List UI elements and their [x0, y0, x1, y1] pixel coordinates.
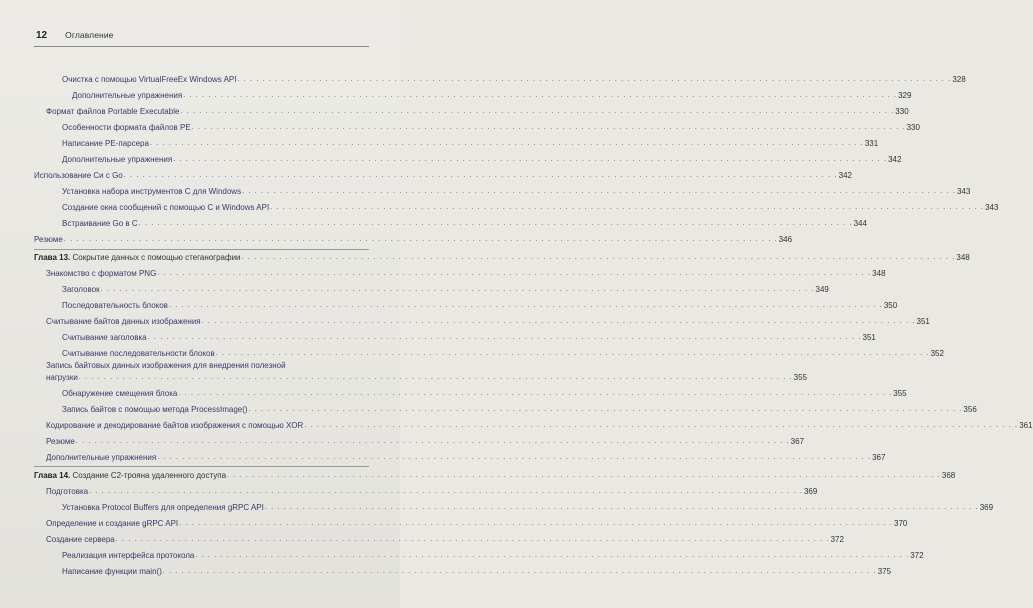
toc-entry — [0, 154, 902, 166]
toc-entry — [0, 218, 867, 230]
toc-entry-title: Дополнительные упражнения — [72, 91, 183, 100]
leader-dots — [139, 218, 853, 230]
toc-entry — [0, 300, 898, 312]
toc-entry-title: Резюме — [46, 437, 75, 446]
leader-dots — [116, 534, 830, 546]
toc-entry-title: Использование Cи с Go — [34, 171, 123, 180]
toc-entry-title: Считывание заголовка — [62, 333, 147, 342]
leader-dots — [163, 566, 877, 578]
toc-entry-page: 375 — [877, 567, 892, 576]
leader-dots — [150, 138, 864, 150]
toc-entry-page: 342 — [888, 155, 902, 164]
toc-entry — [0, 138, 879, 150]
toc-entry-title: Заголовок — [62, 285, 100, 294]
leader-dots — [101, 284, 815, 296]
toc-entry — [0, 404, 977, 416]
toc-entry-title: Обнаружение смещения блока — [62, 389, 178, 398]
toc-entry-title: Определение и создание gRPC API — [46, 519, 179, 528]
toc-entry — [0, 518, 908, 530]
toc-entry-page: 370 — [894, 519, 908, 528]
toc-entry-page: 356 — [963, 405, 977, 414]
toc-entry-page: 330 — [906, 123, 920, 132]
toc-entry-title: Дополнительные упражнения — [46, 453, 157, 462]
running-title: Оглавление — [65, 30, 114, 40]
toc-entry — [0, 284, 829, 296]
toc-entry-title: Запись байтов с помощью метода ProcessImage() — [62, 405, 248, 414]
toc-entry-title: Знакомство с форматом PNG — [46, 269, 157, 278]
toc-entry — [0, 502, 994, 514]
leader-dots — [195, 550, 909, 562]
toc-entry-title: Реализация интерфейса протокола — [62, 551, 195, 560]
toc-entry-page: 343 — [985, 203, 999, 212]
toc-entry — [0, 420, 1033, 432]
toc-entry-page: 348 — [872, 269, 886, 278]
toc-entry-title: Считывание последовательности блоков — [62, 349, 215, 358]
leader-dots — [148, 332, 862, 344]
toc-entry — [0, 388, 907, 400]
toc-entry-title: Установка Protocol Buffers для определения gRPC API — [62, 503, 264, 512]
toc-entry-title: Очистка с помощью VirtualFreeEx Windows API — [62, 75, 237, 84]
toc-entry-page: 355 — [893, 389, 907, 398]
toc-entry — [0, 186, 971, 198]
toc-entry-page: 346 — [778, 235, 793, 244]
leader-dots — [76, 436, 790, 448]
toc-entry-title: Формат файлов Portable Executable — [46, 107, 180, 116]
toc-entry-page: 369 — [979, 503, 994, 512]
leader-dots — [179, 518, 893, 530]
toc-entry — [0, 90, 912, 102]
leader-dots — [304, 420, 1018, 432]
toc-entry-line1: Запись байтовых данных изображения для внедрения полезной — [46, 361, 286, 370]
toc-entry-page: 367 — [790, 437, 805, 446]
leader-dots — [227, 470, 941, 482]
toc-entry-page: 342 — [838, 171, 852, 180]
leader-dots — [180, 106, 894, 118]
chapter-divider — [34, 466, 369, 467]
toc-entry-page: 350 — [883, 301, 898, 310]
toc-entry — [0, 348, 944, 360]
toc-chapter — [0, 252, 970, 264]
toc-entry — [0, 202, 999, 214]
leader-dots — [237, 74, 951, 86]
toc-entry — [0, 74, 966, 86]
leader-dots — [89, 486, 803, 498]
toc-entry-title: Создание окна сообщений с помощью C и Windows API — [62, 203, 270, 212]
toc-entry — [0, 452, 886, 464]
toc-entry — [0, 486, 818, 498]
toc-entry-title: Особенности формата файлов PE — [62, 123, 191, 132]
toc-entry — [0, 566, 892, 578]
toc-entry-title: Встраивание Go в C — [62, 219, 138, 228]
toc-entry-title: нагрузки — [46, 373, 78, 382]
leader-dots — [183, 90, 897, 102]
toc-entry-title: Создание сервера — [46, 535, 115, 544]
toc-entry-page: 361 — [1019, 421, 1033, 430]
leader-dots — [64, 234, 778, 246]
chapter-number: Глава 13. — [34, 253, 71, 262]
leader-dots — [157, 268, 871, 280]
leader-dots — [79, 372, 793, 384]
toc-entry-page: 344 — [853, 219, 867, 228]
leader-dots — [242, 186, 956, 198]
toc-entry-page: 330 — [895, 107, 909, 116]
toc-entry — [0, 332, 876, 344]
toc-entry-title: Установка набора инструментов C для Windows — [62, 187, 242, 196]
toc-entry-page: 367 — [872, 453, 886, 462]
toc-entry-page: 351 — [862, 333, 876, 342]
toc-entry-title: Последовательность блоков — [62, 301, 168, 310]
leader-dots — [202, 316, 916, 328]
toc-chapter — [0, 470, 956, 482]
toc-entry-page: 368 — [941, 471, 956, 480]
toc-entry-page: 348 — [956, 253, 970, 262]
toc-entry-page: 351 — [916, 317, 930, 326]
toc-entry-page: 329 — [898, 91, 912, 100]
toc-entry-title: Написание функции main() — [62, 567, 162, 576]
leader-dots — [265, 502, 979, 514]
toc-entry-page: 328 — [952, 75, 966, 84]
toc-entry-page: 343 — [956, 187, 971, 196]
toc-entry — [0, 170, 852, 182]
toc-entry-page: 372 — [910, 551, 924, 560]
toc-entry-title: Кодирование и декодирование байтов изображения с помощью XOR — [46, 421, 304, 430]
leader-dots — [242, 252, 956, 264]
leader-dots — [216, 348, 930, 360]
toc-entry — [0, 436, 805, 448]
toc-entry-page: 372 — [830, 535, 844, 544]
toc-entry-page: 349 — [815, 285, 829, 294]
toc-entry — [0, 372, 808, 384]
page-number: 12 — [36, 30, 48, 41]
chapter-title: Сокрытие данных с помощью стеганографии — [72, 253, 241, 262]
chapter-title: Создание C2-трояна удаленного доступа — [72, 471, 227, 480]
toc-entry-title: Подготовка — [46, 487, 89, 496]
leader-dots — [173, 154, 887, 166]
leader-dots — [249, 404, 963, 416]
toc-entry — [0, 106, 909, 118]
toc-entry — [0, 268, 886, 280]
toc-entry-page: 331 — [864, 139, 879, 148]
toc-entry-title: Написание PE-парсера — [62, 139, 149, 148]
leader-dots — [157, 452, 871, 464]
toc-entry — [0, 534, 844, 546]
toc-entry-page: 352 — [930, 349, 944, 358]
leader-dots — [124, 170, 838, 182]
toc-entry-page: 369 — [803, 487, 818, 496]
toc-entry-title: Резюме — [34, 235, 63, 244]
chapter-number: Глава 14. — [34, 471, 71, 480]
toc-entry — [0, 234, 793, 246]
toc-entry — [0, 550, 924, 562]
leader-dots — [270, 202, 984, 214]
toc-entry — [0, 122, 920, 134]
toc-entry-page: 355 — [793, 373, 808, 382]
toc-entry-title: Дополнительные упражнения — [62, 155, 173, 164]
toc-entry-title: Считывание байтов данных изображения — [46, 317, 201, 326]
leader-dots — [178, 388, 892, 400]
leader-dots — [192, 122, 906, 134]
leader-dots — [169, 300, 883, 312]
chapter-divider — [34, 249, 369, 250]
toc-entry — [0, 316, 930, 328]
